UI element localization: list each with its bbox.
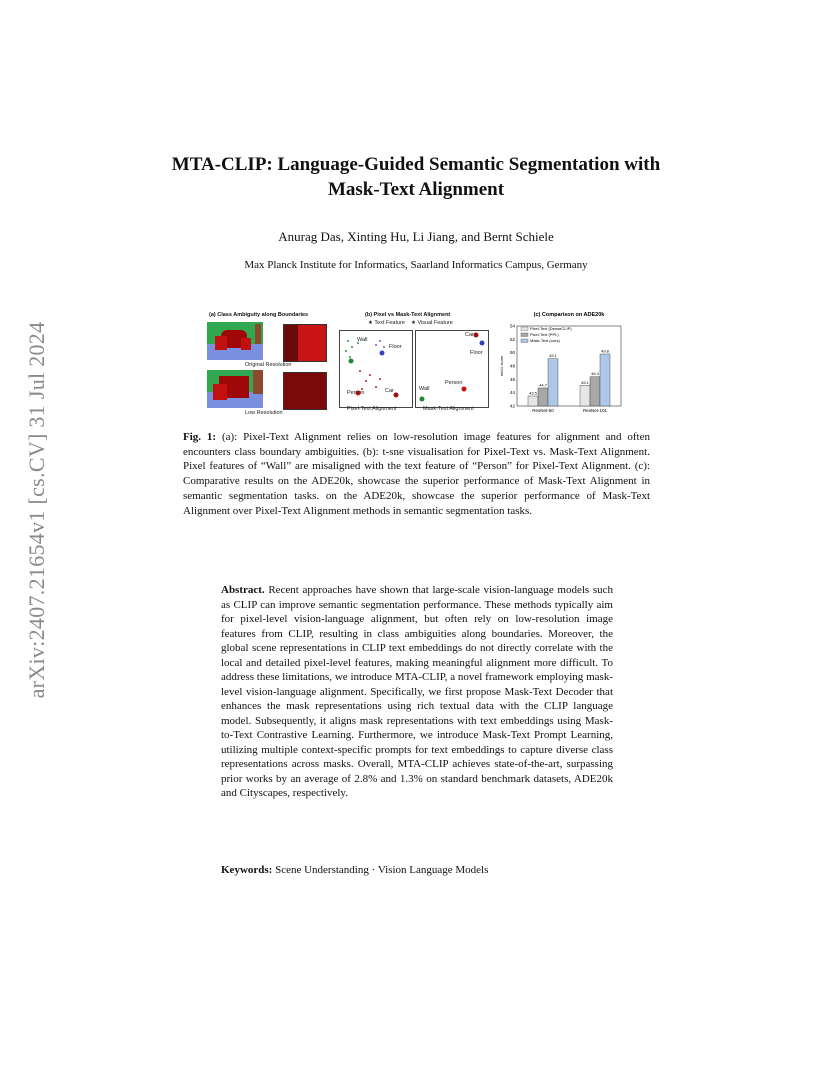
tsne-mask-text-scatter [416,331,488,407]
label-low-resolution: Low Resolution [245,410,283,416]
y-tick-label: 52 [509,336,515,342]
tsne-pixel-text [339,330,413,408]
keywords [221,864,613,876]
legend-swatch [521,339,528,343]
bar [538,388,548,406]
legend-visual-feature-label: Visual Feature [417,320,453,326]
label-floor-left: Floor [389,344,402,350]
bar-data-label: 49.1 [549,353,557,359]
segmentation-image-original [207,322,263,360]
panel-b-title: (b) Pixel vs Mask-Text Alignment [365,312,451,318]
bar-data-label: 44.7 [539,382,547,388]
legend-text-feature-label: Text Feature [374,320,405,326]
keywords-text: Scene Understanding · Vision Language Models [272,864,489,876]
bar-data-label: 43.5 [529,390,537,396]
label-wall-left: Wall [357,337,368,343]
y-tick-label: 42 [509,403,515,409]
caption-mask-text: Mask-Text Alignment [423,406,474,412]
y-tick-label: 46 [509,376,515,382]
arxiv-identifier: arXiv:2407.21654v1 [cs.CV] 31 Jul 2024 [24,321,49,699]
legend-entry: Mask-Text (ours) [530,338,560,343]
authors: Anurag Das, Xinting Hu, Li Jiang, and Bernt Schiele [278,229,554,244]
y-axis-label: mIoU score [499,355,504,377]
bar [528,396,538,406]
legend-entry: Pixel-Text (DenseCLIP) [530,326,572,331]
zoom-low [283,372,327,410]
legend-entry: Pixel-Text (PPL) [530,332,559,337]
affiliation: Max Planck Institute for Informatics, Saarland Informatics Campus, Germany [244,259,588,271]
y-tick-label: 54 [509,323,515,329]
bar [590,377,600,406]
legend-visual-feature: ★ Visual Feature [411,320,453,326]
keywords-heading: Keywords: [221,864,273,876]
caption-pixel-text: Pixel-Text Alignment [347,406,397,412]
arxiv-sidebar [22,290,52,730]
label-original-resolution: Original Resolution [245,362,292,368]
label-person-left: Person [347,390,365,396]
label-wall-right: Wall [419,386,430,392]
y-tick-label: 48 [509,363,515,369]
chart-title: (c) Comparison on ADE20k [533,312,605,318]
legend-swatch [521,333,528,337]
label-floor-right: Floor [470,350,483,356]
bar [580,385,590,406]
bar [548,359,558,406]
abstract-heading: Abstract. [221,584,265,596]
label-person-right: Person [445,380,463,386]
abstract [221,583,613,801]
bar [600,354,610,406]
label-car-left: Car [385,388,394,394]
x-tick-label: ResNet-50 [532,408,554,413]
bar-chart-ade20k [497,310,625,420]
legend-swatch [521,327,528,331]
figure-1 [205,310,625,420]
caption-text: (a): Pixel-Text Alignment relies on low-resolution image features for alignment and often encounters class boundary ambiguities. (b): t-sne visualisation for Pixel-Text vs. Mask-Text Alignment. Pixel features of “Wall” are misaligned with the text feature of “Person” for Pixel-Text Alignment. (c): Comparative results on the ADE20k, showcase the superior performance of Mask-Text Alignment in semantic segmentation tasks. on the ADE20k, showcase the superior performance of Mask-Text Alignment over Pixel-Text Alignment methods in semantic segmentation tasks. [183,431,650,517]
figure-caption [183,430,650,518]
legend-text-feature: ★ Text Feature [368,320,405,326]
caption-label: Fig. 1: [183,431,217,443]
panel-a-title: (a) Class Ambiguity along Boundaries [209,312,309,318]
zoom-original [283,324,327,362]
bar-data-label: 46.4 [591,371,599,377]
bar-data-label: 45.1 [581,379,589,385]
abstract-text: Recent approaches have shown that large-scale vision-language models such as CLIP can improve semantic segmentation performance. These methods typically aim for pixel-level vision-language alignment, but often rely on low-resolution image features from CLIP, resulting in class ambiguities along boundaries. Moreover, the global scene representations in CLIP text embeddings do not directly correlate with the local and detailed pixel-level features, making meaningful alignment more difficult. To address these limitations, we introduce MTA-CLIP, a novel framework employing mask-level vision-language alignment. Specifically, we first propose Mask-Text Decoder that enhances the mask representations using rich textual data with the CLIP language model. Subsequently, it aligns mask representations with text embeddings using Mask-to-Text Contrastive Learning. Furthermore, we introduce Mask-Text Prompt Learning, utilizing multiple context-specific prompts for text embeddings to capture diverse class representations across masks. Overall, MTA-CLIP achieves state-of-the-art, surpassing prior works by an average of 2.8% and 1.3% on standard benchmark datasets, ADE20k and Cityscapes, respectively. [221,584,613,799]
tsne-mask-text [415,330,489,408]
segmentation-image-low [207,370,263,408]
x-tick-label: ResNet-101 [582,408,608,413]
y-tick-label: 50 [509,350,515,356]
bar-data-label: 49.8 [601,348,609,354]
label-car-right: Car [465,332,474,338]
paper-title: MTA-CLIP: Language-Guided Semantic Segmentation with Mask-Text Alignment [171,154,661,200]
y-tick-label: 44 [509,390,515,396]
